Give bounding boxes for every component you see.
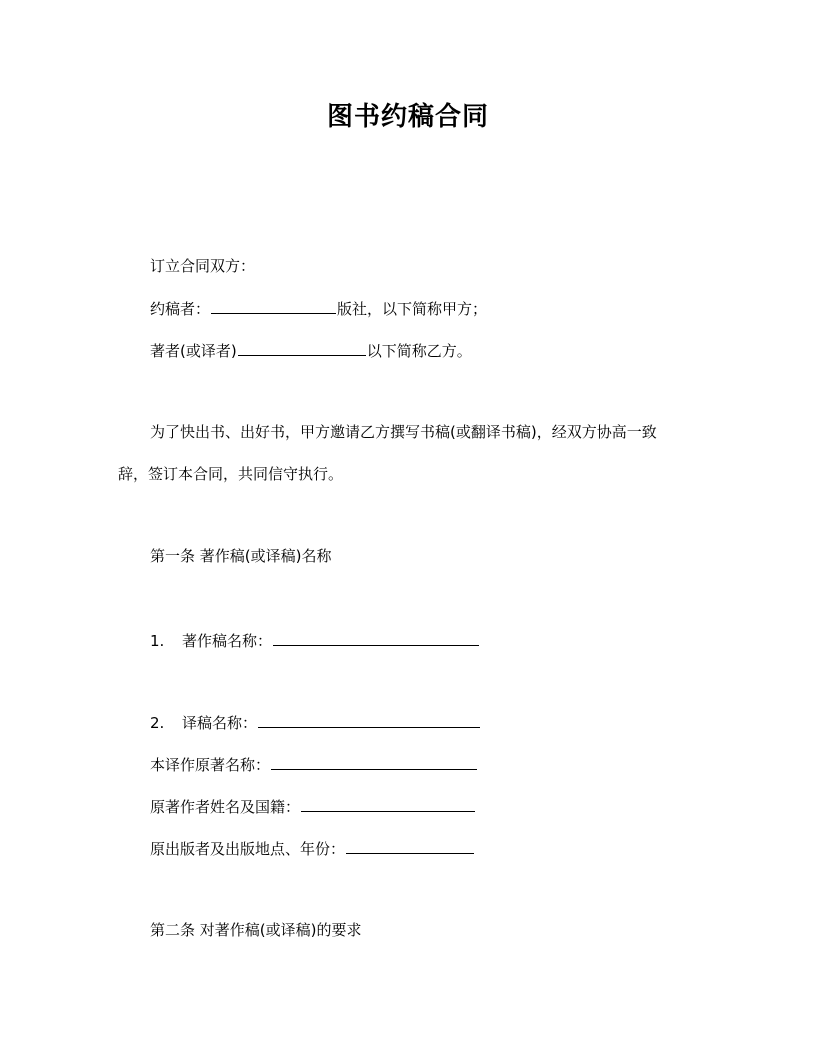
party-a-suffix: 版社，以下简称甲方；	[337, 300, 488, 318]
article-1-item-1	[150, 630, 480, 651]
preamble-line-1: 为了快出书、出好书，甲方邀请乙方撰写书稿(或翻译书稿)，经双方协高一致	[150, 423, 657, 441]
article-2-heading: 第二条 对著作稿(或译稿)的要求	[150, 921, 362, 939]
original-publisher-blank[interactable]	[346, 838, 474, 854]
party-a-label: 约稿者：	[150, 300, 211, 318]
original-publisher-line	[150, 838, 475, 859]
party-b-line	[150, 340, 472, 361]
party-a-line	[150, 298, 487, 319]
document-title: 图书约稿合同	[326, 102, 489, 132]
item-2-number: 2.	[150, 714, 165, 732]
party-b-blank[interactable]	[238, 340, 366, 356]
item-1-label: 著作稿名称：	[182, 632, 273, 650]
original-title-blank[interactable]	[271, 754, 477, 770]
article-1-heading: 第一条 著作稿(或译稿)名称	[150, 547, 332, 565]
original-title-line	[150, 754, 478, 775]
item-2-label: 译稿名称：	[182, 714, 258, 732]
parties-intro: 订立合同双方：	[150, 257, 256, 275]
item-1-number: 1.	[150, 632, 165, 650]
original-title-label: 本译作原著名称：	[150, 756, 271, 774]
original-author-line	[150, 796, 476, 817]
translation-title-blank[interactable]	[258, 712, 480, 728]
original-author-label: 原著作者姓名及国籍：	[150, 798, 301, 816]
article-1-item-2	[150, 712, 481, 733]
party-a-blank[interactable]	[211, 298, 336, 314]
party-b-label: 著者(或译者)	[150, 342, 237, 360]
party-b-suffix: 以下简称乙方。	[366, 342, 472, 360]
work-title-blank[interactable]	[273, 630, 479, 646]
preamble-line-2: 辞，签订本合同，共同信守执行。	[118, 465, 344, 483]
original-author-blank[interactable]	[301, 796, 475, 812]
original-publisher-label: 原出版者及出版地点、年份：	[150, 840, 346, 858]
